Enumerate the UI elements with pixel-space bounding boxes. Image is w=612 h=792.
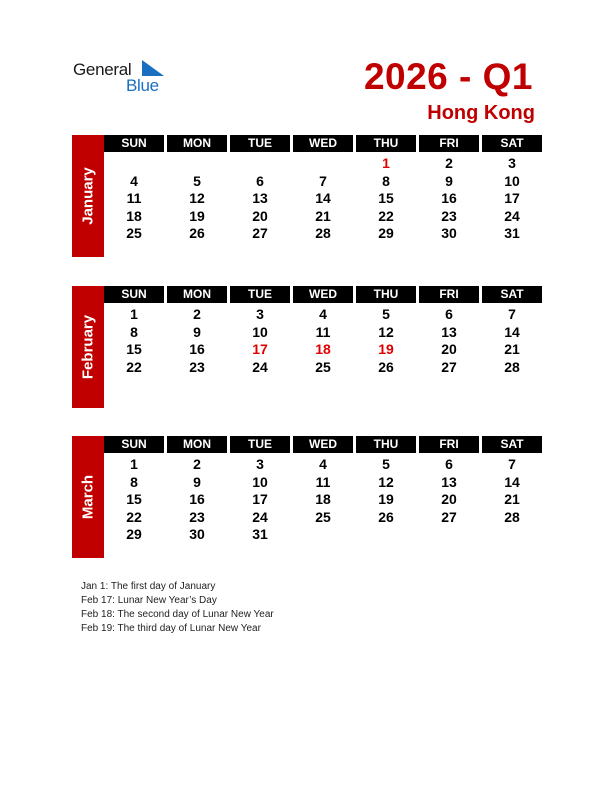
calendar-date bbox=[293, 155, 353, 172]
calendar-date: 28 bbox=[315, 225, 331, 241]
calendar-date: 29 bbox=[378, 225, 394, 241]
holiday-date: 1 bbox=[382, 155, 390, 171]
week-row bbox=[104, 225, 542, 242]
weekday-label: THU bbox=[356, 135, 416, 152]
calendar-date: 19 bbox=[378, 491, 394, 507]
calendar-date: 22 bbox=[378, 207, 394, 224]
month-block-march bbox=[72, 436, 542, 558]
weekday-label: THU bbox=[356, 286, 416, 303]
calendar-date: 27 bbox=[441, 508, 457, 525]
weekday-label: FRI bbox=[419, 286, 479, 303]
calendar-date: 15 bbox=[126, 341, 142, 357]
calendar-date: 8 bbox=[130, 473, 138, 490]
calendar-date: 21 bbox=[504, 341, 520, 357]
month-name: March bbox=[79, 474, 97, 520]
calendar-date: 8 bbox=[382, 172, 390, 189]
calendar-date: 9 bbox=[445, 172, 453, 189]
holiday-note: Feb 17: Lunar New Year’s Day bbox=[81, 595, 217, 606]
weekday-label: FRI bbox=[419, 436, 479, 453]
week-row bbox=[104, 208, 542, 225]
calendar-date: 13 bbox=[441, 473, 457, 490]
calendar-date bbox=[419, 526, 479, 543]
calendar-date: 10 bbox=[252, 473, 268, 490]
calendar-date: 12 bbox=[189, 190, 205, 206]
weekday-label: TUE bbox=[230, 286, 290, 303]
country-name: Hong Kong bbox=[427, 102, 535, 124]
holiday-date: 17 bbox=[252, 341, 268, 357]
calendar-date: 16 bbox=[189, 341, 205, 357]
calendar-date: 26 bbox=[378, 508, 394, 525]
weekday-label: TUE bbox=[230, 436, 290, 453]
calendar-date: 11 bbox=[126, 190, 142, 206]
calendar-date: 16 bbox=[441, 190, 457, 206]
week-row bbox=[104, 526, 542, 543]
week-row bbox=[104, 491, 542, 508]
weekday-label: SUN bbox=[104, 135, 164, 152]
calendar-date: 1 bbox=[130, 456, 138, 472]
calendar-date: 18 bbox=[315, 491, 331, 507]
calendar-date: 2 bbox=[193, 306, 201, 322]
calendar-date bbox=[230, 155, 290, 172]
calendar-date: 26 bbox=[189, 225, 205, 241]
weekday-label: SUN bbox=[104, 436, 164, 453]
logo-text-blue: Blue bbox=[126, 76, 159, 95]
month-block-january bbox=[72, 135, 542, 257]
calendar-date: 8 bbox=[130, 323, 138, 340]
calendar-date: 9 bbox=[193, 473, 201, 490]
calendar-date: 27 bbox=[252, 225, 268, 241]
calendar-date: 1 bbox=[130, 306, 138, 322]
weekday-header bbox=[104, 135, 542, 152]
calendar-date bbox=[293, 526, 353, 543]
calendar-date: 30 bbox=[189, 526, 205, 542]
calendar-date: 3 bbox=[256, 306, 264, 322]
holiday-date: 18 bbox=[315, 341, 331, 357]
calendar-date: 22 bbox=[126, 508, 142, 525]
week-row bbox=[104, 306, 542, 323]
calendar-date: 12 bbox=[378, 473, 394, 490]
month-name: February bbox=[79, 314, 97, 380]
calendar-date: 3 bbox=[508, 155, 516, 171]
calendar-date: 20 bbox=[441, 491, 457, 507]
calendar-date: 5 bbox=[382, 306, 390, 322]
calendar-date: 21 bbox=[315, 207, 331, 224]
calendar-date: 4 bbox=[130, 172, 138, 189]
holiday-note: Feb 19: The third day of Lunar New Year bbox=[81, 623, 261, 634]
calendar-date: 11 bbox=[315, 473, 331, 490]
calendar-date: 16 bbox=[189, 491, 205, 507]
calendar-date: 5 bbox=[382, 456, 390, 472]
calendar-date: 4 bbox=[319, 306, 327, 322]
weekday-label: WED bbox=[293, 286, 353, 303]
weekday-label: WED bbox=[293, 436, 353, 453]
week-row bbox=[104, 456, 542, 473]
calendar-date: 2 bbox=[445, 155, 453, 171]
weekday-label: MON bbox=[167, 436, 227, 453]
month-side-bar bbox=[72, 286, 104, 408]
calendar-date: 31 bbox=[504, 225, 520, 241]
calendar-date: 7 bbox=[508, 306, 516, 322]
calendar-date: 24 bbox=[252, 358, 268, 375]
calendar-date: 30 bbox=[441, 225, 457, 241]
calendar-date: 24 bbox=[504, 207, 520, 224]
calendar-date: 25 bbox=[126, 225, 142, 241]
page-title: 2026 - Q1 bbox=[363, 56, 533, 97]
calendar-date: 6 bbox=[445, 306, 453, 322]
calendar-date: 6 bbox=[445, 456, 453, 472]
weekday-label: SUN bbox=[104, 286, 164, 303]
calendar-date: 31 bbox=[252, 526, 268, 542]
calendar-date: 29 bbox=[126, 526, 142, 542]
weekday-label: THU bbox=[356, 436, 416, 453]
weekday-header bbox=[104, 436, 542, 453]
calendar-date: 23 bbox=[189, 358, 205, 375]
month-block-february bbox=[72, 286, 542, 408]
weekday-label: SAT bbox=[482, 436, 542, 453]
calendar-date: 22 bbox=[126, 358, 142, 375]
week-row bbox=[104, 190, 542, 207]
calendar-date: 15 bbox=[378, 190, 394, 206]
weekday-label: WED bbox=[293, 135, 353, 152]
calendar-date: 13 bbox=[441, 323, 457, 340]
holiday-note: Feb 18: The second day of Lunar New Year bbox=[81, 609, 274, 620]
calendar-date: 17 bbox=[504, 190, 520, 206]
week-row bbox=[104, 509, 542, 526]
week-row bbox=[104, 341, 542, 358]
calendar-date: 25 bbox=[315, 358, 331, 375]
week-row bbox=[104, 359, 542, 376]
holiday-date: 19 bbox=[378, 341, 394, 357]
calendar-date bbox=[356, 526, 416, 543]
calendar-date: 19 bbox=[189, 207, 205, 224]
month-side-bar bbox=[72, 135, 104, 257]
calendar-date: 25 bbox=[315, 508, 331, 525]
weekday-label: MON bbox=[167, 286, 227, 303]
weekday-label: SAT bbox=[482, 286, 542, 303]
logo-text-general: General bbox=[73, 60, 132, 79]
calendar-date: 18 bbox=[126, 207, 142, 224]
calendar-date: 10 bbox=[252, 323, 268, 340]
holiday-notes bbox=[81, 580, 274, 636]
calendar-date bbox=[104, 155, 164, 172]
calendar-date: 24 bbox=[252, 508, 268, 525]
calendar-date: 21 bbox=[504, 491, 520, 507]
week-row bbox=[104, 173, 542, 190]
calendar-date bbox=[167, 155, 227, 172]
calendar-date: 11 bbox=[315, 323, 331, 340]
calendar-date: 28 bbox=[504, 508, 520, 525]
calendar-date bbox=[482, 526, 542, 543]
weekday-label: FRI bbox=[419, 135, 479, 152]
weekday-label: MON bbox=[167, 135, 227, 152]
calendar-date: 6 bbox=[256, 172, 264, 189]
generalblue-logo bbox=[73, 58, 173, 98]
week-row bbox=[104, 474, 542, 491]
weekday-header bbox=[104, 286, 542, 303]
weekday-label: SAT bbox=[482, 135, 542, 152]
calendar-date: 4 bbox=[319, 456, 327, 472]
calendar-date: 14 bbox=[504, 473, 520, 490]
calendar-date: 15 bbox=[126, 491, 142, 507]
calendar-date: 7 bbox=[508, 456, 516, 472]
calendar-date: 5 bbox=[193, 172, 201, 189]
month-name: January bbox=[79, 167, 97, 225]
calendar-date: 14 bbox=[504, 323, 520, 340]
calendar-date: 9 bbox=[193, 323, 201, 340]
calendar-date: 12 bbox=[378, 323, 394, 340]
week-row bbox=[104, 155, 542, 172]
calendar-date: 2 bbox=[193, 456, 201, 472]
calendar-date: 27 bbox=[441, 358, 457, 375]
calendar-date: 23 bbox=[189, 508, 205, 525]
calendar-date: 3 bbox=[256, 456, 264, 472]
month-side-bar bbox=[72, 436, 104, 558]
calendar-date: 26 bbox=[378, 358, 394, 375]
holiday-note: Jan 1: The first day of January bbox=[81, 581, 216, 592]
calendar-date: 17 bbox=[252, 491, 268, 507]
calendar-date: 20 bbox=[441, 341, 457, 357]
calendar-date: 7 bbox=[319, 172, 327, 189]
logo-triangle-icon bbox=[142, 60, 164, 76]
weekday-label: TUE bbox=[230, 135, 290, 152]
calendar-date: 10 bbox=[504, 172, 520, 189]
calendar-date: 23 bbox=[441, 207, 457, 224]
calendar-date: 20 bbox=[252, 207, 268, 224]
calendar-date: 28 bbox=[504, 358, 520, 375]
calendar-date: 13 bbox=[252, 190, 268, 206]
calendar-date: 14 bbox=[315, 190, 331, 206]
week-row bbox=[104, 324, 542, 341]
